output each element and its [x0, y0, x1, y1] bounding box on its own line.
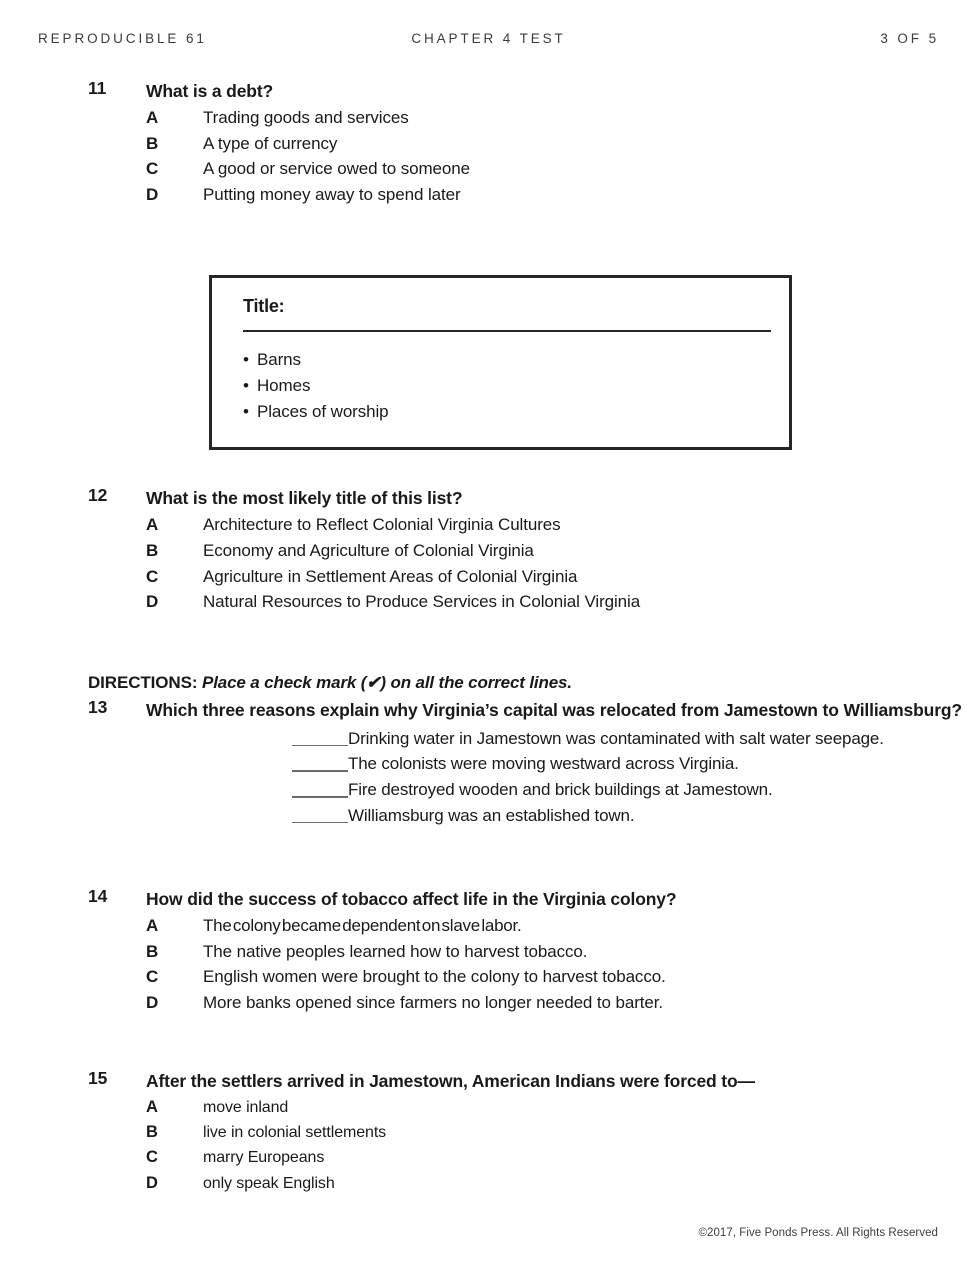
bullet-icon: •: [243, 376, 249, 396]
question-14: [0, 886, 979, 1015]
spacer: [0, 828, 979, 886]
question-12-option-b[interactable]: [146, 538, 979, 564]
option-letter: B: [146, 540, 159, 560]
option-letter: A: [146, 1097, 158, 1116]
option-letter: D: [146, 1173, 158, 1192]
bullet-icon: •: [243, 401, 249, 421]
option-text: English women were brought to the colony to harvest tobacco.: [203, 967, 666, 987]
question-15: [0, 1068, 979, 1197]
copyright-notice: ©2017, Five Ponds Press. All Rights Reserved: [698, 1227, 938, 1239]
option-text: Agriculture in Settlement Areas of Colonial Virginia: [203, 566, 578, 586]
check-blank[interactable]: [292, 822, 348, 824]
option-letter: B: [146, 1122, 158, 1141]
question-12-option-d[interactable]: [146, 589, 979, 615]
check-line-text: Fire destroyed wooden and brick buildings at Jamestown.: [348, 779, 773, 799]
option-text: marry Europeans: [203, 1149, 325, 1167]
question-14-option-a[interactable]: [146, 913, 979, 939]
question-13-check-line[interactable]: [146, 803, 979, 829]
option-letter: D: [146, 592, 159, 612]
option-letter: B: [146, 133, 159, 153]
header-chapter-title: CHAPTER 4 TEST: [411, 30, 566, 46]
option-text: More banks opened since farmers no longer needed to barter.: [203, 992, 663, 1012]
option-text: Trading goods and services: [203, 108, 409, 127]
page-header: [38, 28, 939, 48]
question-15-option-a[interactable]: [146, 1095, 979, 1120]
option-text: Putting money away to spend later: [203, 184, 461, 204]
list-item: [243, 373, 775, 399]
spacer: [0, 1016, 979, 1068]
question-12-option-c[interactable]: [146, 564, 979, 590]
option-letter: D: [146, 184, 159, 204]
question-11-option-a[interactable]: [146, 105, 979, 131]
option-letter: A: [146, 916, 159, 936]
question-13-check-line[interactable]: [146, 751, 979, 777]
test-content: [0, 78, 979, 1196]
question-14-option-b[interactable]: [146, 939, 979, 965]
check-blank[interactable]: [292, 770, 348, 772]
question-13: [0, 697, 979, 828]
check-line-text: Drinking water in Jamestown was contaminated with salt water seepage.: [348, 728, 884, 748]
question-15-number: 15: [88, 1067, 108, 1088]
question-15-option-b[interactable]: [146, 1120, 979, 1145]
directions-line: [0, 671, 979, 695]
check-line-text: The colonists were moving westward across Virginia.: [348, 754, 739, 774]
question-11-stem: What is a debt?: [146, 81, 274, 101]
check-blank[interactable]: [292, 745, 348, 747]
option-letter: A: [146, 108, 159, 127]
option-text: live in colonial settlements: [203, 1123, 387, 1141]
list-stimulus-box: [209, 275, 792, 450]
spacer: [0, 615, 979, 671]
option-text: Architecture to Reflect Colonial Virginia Cultures: [203, 515, 561, 535]
question-11-option-b[interactable]: [146, 131, 979, 157]
check-line-text: Williamsburg was an established town.: [348, 805, 635, 825]
option-letter: A: [146, 515, 159, 535]
question-11-option-c[interactable]: [146, 156, 979, 182]
bullet-icon: •: [243, 350, 249, 370]
question-13-check-lines: [146, 726, 979, 828]
list-item-text: Places of worship: [257, 401, 389, 421]
list-item-text: Homes: [257, 376, 311, 396]
question-15-stem: After the settlers arrived in Jamestown, American Indians were forced to—: [146, 1070, 755, 1091]
option-letter: C: [146, 159, 159, 179]
question-13-stem: Which three reasons explain why Virginia’s capital was relocated from Jamestown to Williamsburg?: [146, 699, 962, 720]
option-letter: C: [146, 1148, 158, 1167]
question-11-options: [146, 105, 979, 207]
question-13-number: 13: [88, 696, 108, 717]
check-blank[interactable]: [292, 796, 348, 798]
list-items: [243, 347, 775, 424]
question-12-stem: What is the most likely title of this list?: [146, 488, 463, 509]
list-title-write-in-rule: [243, 330, 771, 332]
option-letter: C: [146, 967, 159, 987]
list-item: [243, 399, 775, 425]
question-11: [0, 78, 979, 207]
question-14-option-c[interactable]: [146, 964, 979, 990]
option-text: The native peoples learned how to harvest tobacco.: [203, 941, 588, 961]
option-letter: D: [146, 992, 159, 1012]
header-page-indicator: 3 OF 5: [880, 30, 939, 46]
question-11-option-d[interactable]: [146, 182, 979, 208]
header-reproducible-label: REPRODUCIBLE 61: [38, 30, 207, 46]
question-15-options: [146, 1095, 979, 1197]
question-13-check-line[interactable]: [146, 726, 979, 752]
directions-label: DIRECTIONS:: [88, 672, 198, 692]
option-letter: B: [146, 941, 159, 961]
directions-text: Place a check mark (✔) on all the correct lines.: [202, 672, 572, 692]
option-text: Economy and Agriculture of Colonial Virginia: [203, 540, 534, 560]
list-item-text: Barns: [257, 350, 301, 370]
option-text: move inland: [203, 1098, 289, 1116]
option-text: only speak English: [203, 1174, 335, 1192]
option-text: Natural Resources to Produce Services in Colonial Virginia: [203, 592, 641, 612]
option-text: A good or service owed to someone: [203, 159, 470, 179]
list-stimulus-area: [0, 265, 979, 461]
spacer: [0, 461, 979, 485]
question-15-option-d[interactable]: [146, 1171, 979, 1196]
spacer: [0, 207, 979, 265]
list-title-label: Title:: [243, 296, 285, 317]
question-14-number: 14: [88, 886, 108, 907]
question-13-check-line[interactable]: [146, 777, 979, 803]
question-11-number: 11: [88, 78, 107, 98]
option-text: The colony became dependent on slave labor.: [203, 916, 522, 936]
question-12-options: [146, 512, 979, 614]
option-letter: C: [146, 566, 159, 586]
question-12-number: 12: [88, 485, 108, 506]
question-14-stem: How did the success of tobacco affect life in the Virginia colony?: [146, 889, 677, 910]
question-12-option-a[interactable]: [146, 512, 979, 538]
option-text: A type of currency: [203, 133, 338, 153]
page-footer: [0, 1227, 938, 1239]
list-item: [243, 347, 775, 373]
question-14-options: [146, 913, 979, 1015]
question-14-option-d[interactable]: [146, 990, 979, 1016]
question-15-option-c[interactable]: [146, 1145, 979, 1170]
question-12: [0, 485, 979, 614]
